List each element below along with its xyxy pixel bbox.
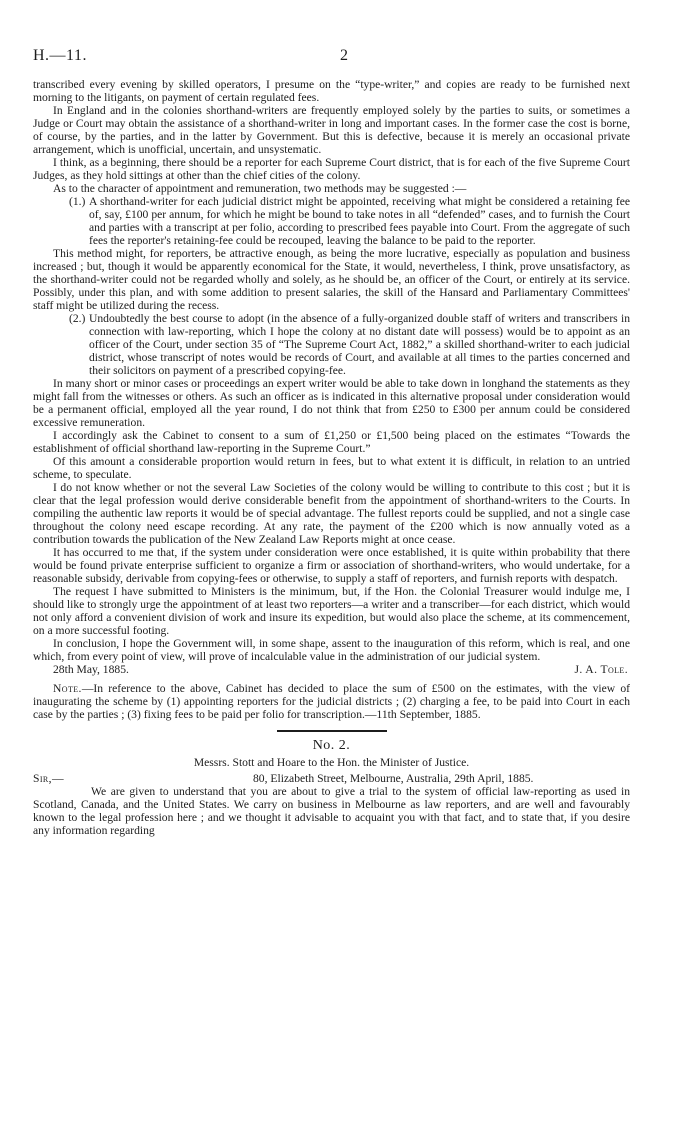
sender-address: 80, Elizabeth Street, Melbourne, Australia, 29th April, 1885. <box>253 772 534 785</box>
section-divider <box>277 730 387 732</box>
paragraph-text: transcribed every evening by skilled operators, I presume on the “type-writer,” and copies are ready to be furnished next morning to the litigants, on payment of certain regulated fees. <box>33 78 630 104</box>
letter-date: 28th May, 1885. <box>53 663 129 676</box>
body-paragraph <box>33 377 630 429</box>
body-paragraph <box>33 546 630 585</box>
paragraph-text: I do not know whether or not the several Law Societies of the colony would be willing to contribute to this cost ; but it is clear that the legal profession would derive considerable benefit from the appointment of shorthand-writers to the Courts. In compiling the authentic law reports it would be of special advantage. The fullest reports could be supplied, and not a single case throughout the colony need escape recording. At any rate, the payment of the £200 which is now annually voted as a contribution towards the publication of the New Zealand Law Reports might at once cease. <box>33 481 630 546</box>
body-paragraph <box>33 481 630 546</box>
letter-body: We are given to understand that you are about to give a trial to the system of official law-reporting as used in Scotland, Canada, and the United States. We carry on business in Melbourne as law reporters, and are well and favourably known to the legal profession here ; and we thought it advisable to acquaint you with that fact, and to state that, if you desire any information regarding <box>33 785 630 837</box>
series-reference: H.—11. <box>33 47 87 64</box>
section-heading: Messrs. Stott and Hoare to the Hon. the Minister of Justice. <box>193 756 470 769</box>
paragraph-list <box>33 78 630 663</box>
salutation: Sir,— <box>33 772 64 785</box>
document-body <box>33 78 630 837</box>
cabinet-note <box>33 682 630 721</box>
paragraph-text: As to the character of appointment and remuneration, two methods may be suggested :— <box>53 182 467 195</box>
body-paragraph <box>33 78 630 104</box>
paragraph-text: In conclusion, I hope the Government will, in some shape, assent to the inauguration of this reform, which is real, and one which, from every point of view, will prove of incalculable value in the administration of our judicial system. <box>33 637 630 663</box>
note-text: —In reference to the above, Cabinet has decided to place the sum of £500 on the estimates, with the view of inaugurating the scheme by (1) appointing reporters for the judicial districts ; (2) charging a fee, to be paid into Court in each case by the parties ; (3) fixing fees to be paid per folio for transcription.—11th September, 1885. <box>33 682 630 721</box>
body-paragraph <box>33 156 630 182</box>
page-number: 2 <box>340 47 348 64</box>
proposal-number: (1.) <box>69 195 86 208</box>
section-number: No. 2. <box>312 738 351 753</box>
body-paragraph <box>33 455 630 481</box>
numbered-proposal <box>69 312 630 377</box>
paragraph-text: I accordingly ask the Cabinet to consent to a sum of £1,250 or £1,500 being placed on the estimates “Towards the establishment of official shorthand law-reporting in the Supreme Court.” <box>33 429 630 455</box>
paragraph-text: It has occurred to me that, if the system under consideration were once established, it is quite within probability that there would be found private enterprise sufficient to organize a firm or association of shorthand-writers, who would undertake, for a reasonable subsidy, derivable from copying-fees or otherwise, to supply a staff of reporters, and furnish reports with despatch. <box>33 546 630 585</box>
note-label: Note. <box>53 682 82 695</box>
salutation-line <box>33 772 630 785</box>
numbered-proposal <box>69 195 630 247</box>
paragraph-text: This method might, for reporters, be attractive enough, as being the more lucrative, especially as population and business increased ; but, though it would be apparently economical for the State, it would, nevertheless, I think, prove unsatisfactory, as the shorthand-writer could not be regarded wholly and solely, as he should be, an officer of the Court, or entirely at its service. Possibly, under this plan, and with some addition to present salaries, the skill of the Hansard and Parliamentary Committees' staff might be utilized during the recess. <box>33 247 630 312</box>
paragraph-text: Of this amount a considerable proportion would return in fees, but to what extent it is difficult, in relation to an untried scheme, to speculate. <box>33 455 630 481</box>
body-paragraph <box>33 182 630 195</box>
paragraph-text: In many short or minor cases or proceedings an expert writer would be able to take down in longhand the statements as they might fall from the witnesses or others. As such an officer as is indicated in this alternative proposal under consideration would be a permanent official, employed all the year round, I do not think that from £250 to £300 per annum could be considered excessive remuneration. <box>33 377 630 429</box>
body-paragraph <box>33 637 630 663</box>
paragraph-text: A shorthand-writer for each judicial district might be appointed, receiving what might be considered a retaining fee of, say, £100 per annum, for which he might be bound to take notes in all “defended” cases, and to furnish the Court and parties with a transcript at per folio, according to prescribed fees payable into Court. From the aggregate of such fees the reporter's retaining-fee could be recouped, leaving the balance to be paid to the reporter. <box>89 195 630 247</box>
paragraph-text: Undoubtedly the best course to adopt (in the absence of a fully-organized double staff of writers and transcribers in connection with law-reporting, which I hope the colony at no distant date will possess) would be to appoint as an officer of the Court, under section 35 of “The Supreme Court Act, 1882,” a skilled shorthand-writer to each judicial district, whose transcript of notes would be records of Court, and available at all times to the parties concerned and their solicitors on payment of a prescribed copying-fee. <box>89 312 630 377</box>
paragraph-text: In England and in the colonies shorthand-writers are frequently employed solely by the parties to suits, or sometimes a Judge or Court may obtain the assistance of a shorthand-writer in long and important cases. In the former case the cost is borne, of course, by the parties, and in the latter by Government. But this is defective, because it is merely an occasional private arrangement, which is unofficial, uncertain, and unsystematic. <box>33 104 630 156</box>
body-paragraph <box>33 247 630 312</box>
paragraph-text: The request I have submitted to Ministers is the minimum, but, if the Hon. the Colonial Treasurer would indulge me, I should like to strongly urge the appointment of at least two reporters—a writer and a transcriber—for each district, which would not only afford a convenient division of work and insure its expedition, but would also place the scheme, at its commencement, on a more successful footing. <box>33 585 630 637</box>
signature-line <box>33 663 630 676</box>
proposal-number: (2.) <box>69 312 86 325</box>
paragraph-text: I think, as a beginning, there should be a reporter for each Supreme Court district, that is for each of the five Supreme Court Judges, as they hold sittings at other than the chief cities of the colony. <box>33 156 630 182</box>
body-paragraph <box>33 104 630 156</box>
body-paragraph <box>33 585 630 637</box>
signatory-name: J. A. Tole. <box>574 663 628 676</box>
body-paragraph <box>33 429 630 455</box>
